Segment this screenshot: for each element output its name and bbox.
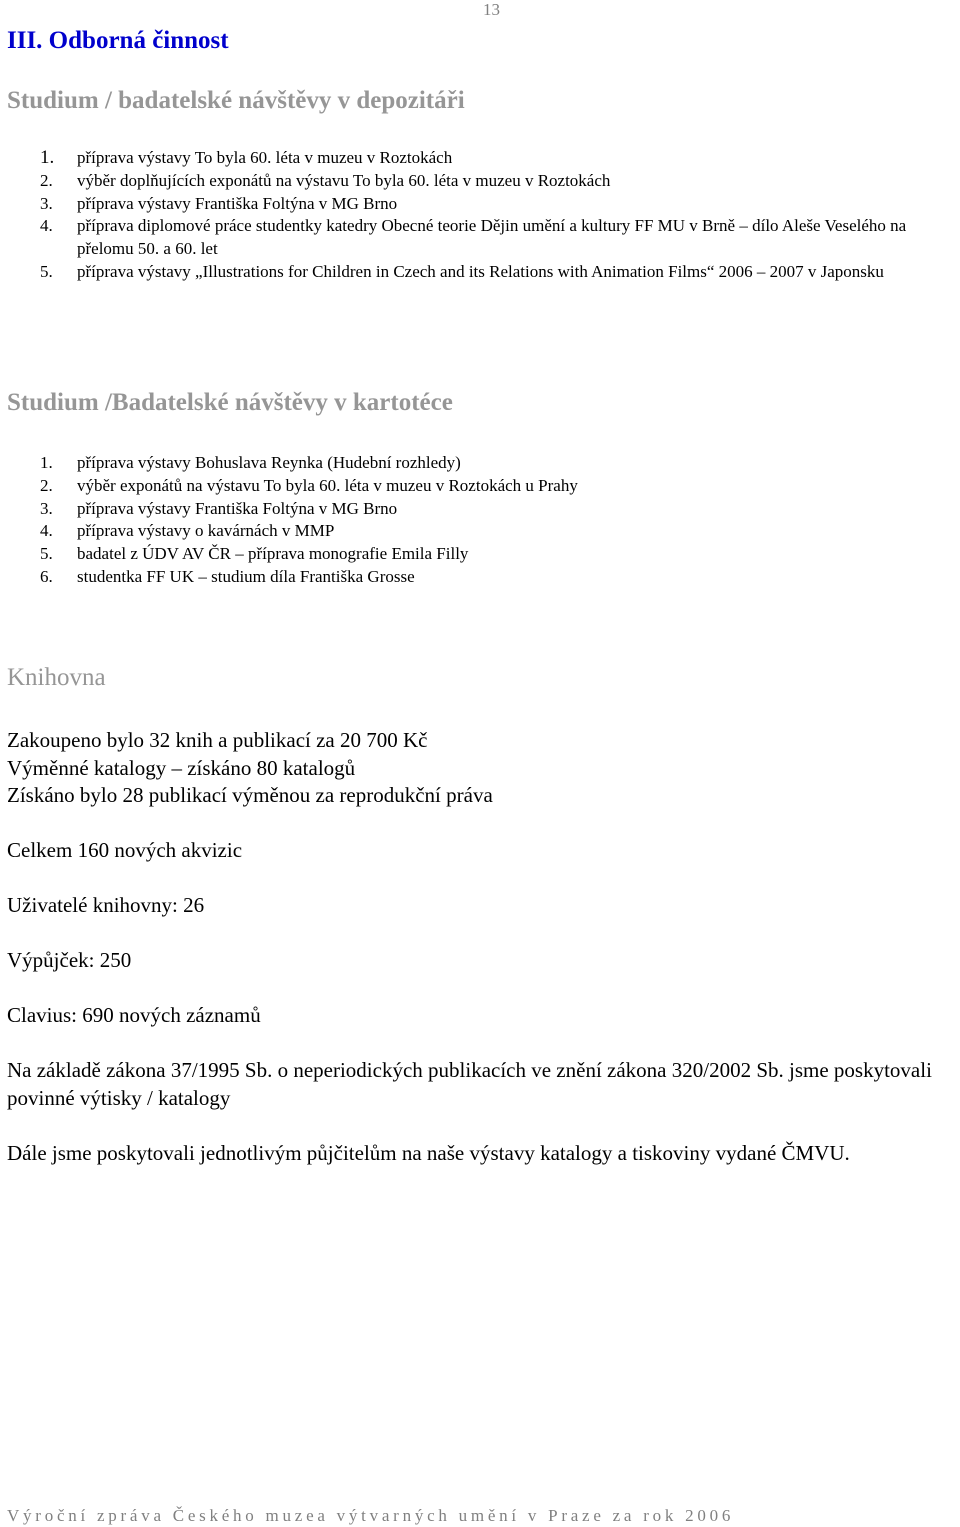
list-item-text: příprava výstavy Františka Foltýna v MG Brno: [77, 193, 398, 213]
list-item-number: 5.: [40, 261, 53, 281]
library-reproduction-rights: Získáno bylo 28 publikací výměnou za reprodukční práva: [7, 783, 493, 807]
library-clavius: Clavius: 690 nových záznamů: [7, 1003, 261, 1027]
card-index-list: [0, 452, 950, 589]
list-item: [0, 475, 950, 498]
library-lenders: Dále jsme poskytovali jednotlivým půjčitelům na naše výstavy katalogy a tiskoviny vydané ČMVU.: [7, 1140, 850, 1165]
list-item-text: příprava výstavy To byla 60. léta v muzeu v Roztokách: [77, 148, 453, 167]
card-index-heading: Studium /Badatelské návštěvy v kartotéce: [7, 389, 453, 416]
list-item-text: příprava výstavy Františka Foltýna v MG Brno: [77, 498, 398, 518]
list-item-number: 3.: [40, 498, 53, 518]
list-item: [0, 261, 950, 284]
list-item: [0, 193, 950, 216]
library-total: Celkem 160 nových akvizic: [7, 838, 243, 862]
chapter-title: III. Odborná činnost: [7, 27, 229, 54]
library-exchange-catalogs: Výměnné katalogy – získáno 80 katalogů: [7, 755, 356, 780]
list-item-number: 4.: [40, 521, 53, 541]
library-heading: Knihovna: [7, 664, 106, 691]
list-item: [0, 520, 950, 543]
list-item-text: příprava výstavy „Illustrations for Children in Czech and its Relations with Animation Films“ 2006 – 2007 v Japonsku: [77, 261, 884, 281]
list-item: [0, 452, 950, 475]
list-item: [0, 498, 950, 521]
library-purchased: Zakoupeno bylo 32 knih a publikací za 20 700 Kč: [7, 728, 428, 752]
list-item-number: 1.: [40, 453, 53, 472]
list-item-text: příprava výstavy o kavárnách v MMP: [77, 521, 335, 541]
list-item: [0, 543, 950, 566]
list-item-number: 3.: [40, 193, 53, 213]
list-item-text: badatel z ÚDV AV ČR – příprava monografie Emila Filly: [77, 544, 469, 564]
depository-heading: Studium / badatelské návštěvy v depozitáři: [7, 87, 465, 114]
library-loans: Výpůjček: 250: [7, 948, 132, 972]
list-item-number: 2.: [40, 475, 53, 495]
library-stats: [7, 727, 960, 1167]
library-users: Uživatelé knihovny: 26: [7, 893, 205, 917]
list-item: [0, 147, 950, 170]
list-item-text: příprava výstavy Bohuslava Reynka (Hudební rozhledy): [77, 453, 461, 472]
list-item-number: 2.: [40, 170, 53, 190]
list-item-number: 1.: [40, 147, 55, 168]
depository-list: [0, 147, 950, 284]
list-item-number: 4.: [40, 216, 53, 236]
library-legal-deposit: Na základě zákona 37/1995 Sb. o neperiodických publikacích ve znění zákona 320/2002 Sb. jsme poskytovali povinné výtisky / katalogy: [7, 1058, 932, 1110]
page-number: 13: [483, 0, 500, 19]
list-item: [0, 566, 950, 589]
list-item: [0, 170, 950, 193]
page-footer: Výroční zpráva Českého muzea výtvarných umění v Praze za rok 2006: [7, 1506, 735, 1525]
list-item-text: studentka FF UK – studium díla Františka Grosse: [77, 566, 415, 586]
list-item: [0, 215, 950, 261]
list-item-text: výběr exponátů na výstavu To byla 60. léta v muzeu v Roztokách u Prahy: [77, 475, 578, 495]
list-item-number: 6.: [40, 566, 53, 586]
list-item-text: výběr doplňujících exponátů na výstavu To byla 60. léta v muzeu v Roztokách: [77, 170, 611, 190]
list-item-number: 5.: [40, 544, 53, 564]
list-item-text: příprava diplomové práce studentky katedry Obecné teorie Dějin umění a kultury FF MU v Brně – dílo Aleše Veselého na přelomu 50. a 60. let: [77, 216, 907, 259]
